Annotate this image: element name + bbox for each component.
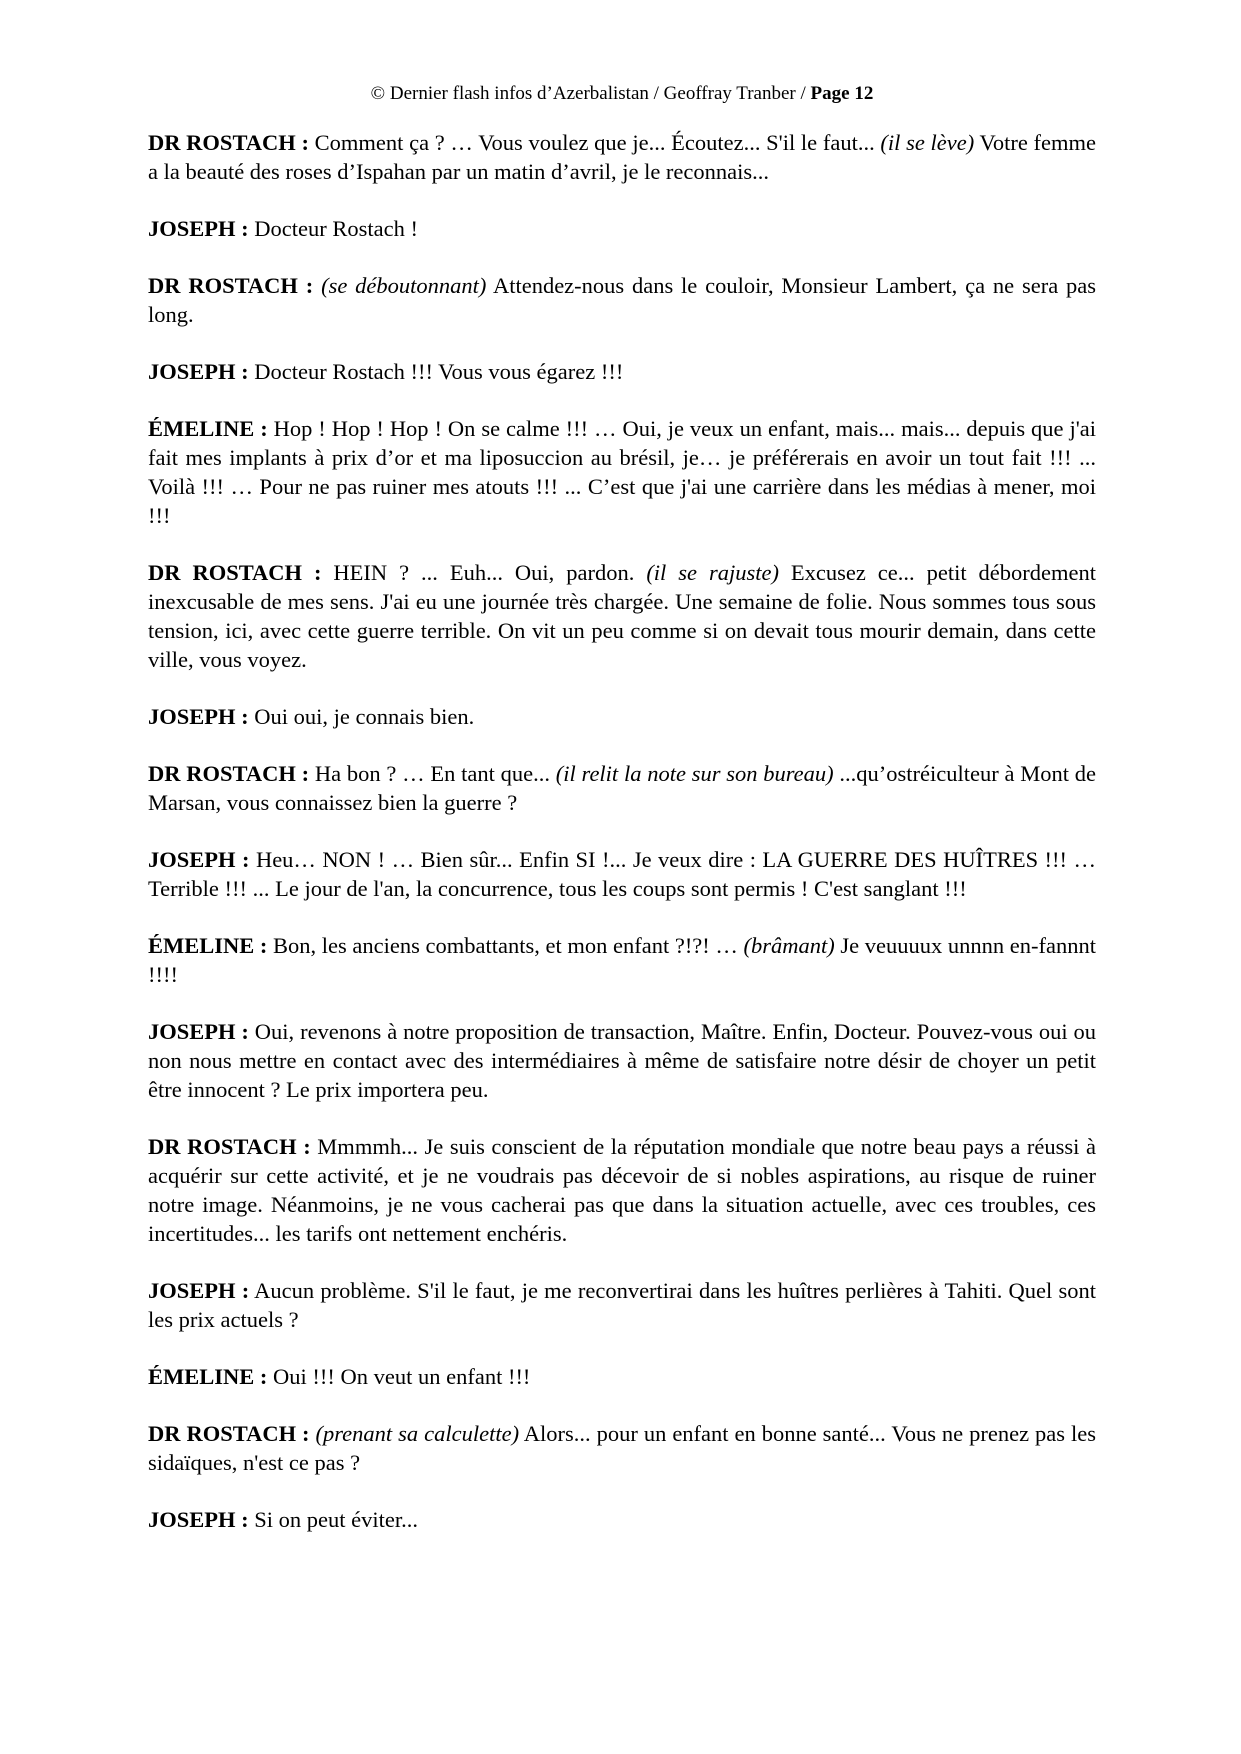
dialogue-line: [148, 1505, 1096, 1534]
dialogue-line: [148, 1132, 1096, 1248]
dialogue-text: [313, 273, 321, 298]
dialogue-line: [148, 931, 1096, 989]
dialogue-line: [148, 128, 1096, 186]
stage-direction: (brâmant): [743, 933, 835, 958]
speaker-name: DR ROSTACH :: [148, 1421, 310, 1446]
speaker-name: JOSEPH :: [148, 1019, 249, 1044]
speaker-name: JOSEPH :: [148, 1278, 250, 1303]
speaker-name: ÉMELINE :: [148, 416, 268, 441]
dialogue-text: Docteur Rostach !: [248, 216, 418, 241]
page-header: [148, 82, 1096, 106]
dialogue-line: [148, 1419, 1096, 1477]
speaker-name: DR ROSTACH :: [148, 560, 322, 585]
dialogue-text: Oui, revenons à notre proposition de transaction, Maître. Enfin, Docteur. Pouvez-vous oui ou non nous mettre en contact avec des intermédiaires à même de satisfaire notre désir de choyer un petit être innocent ? Le prix importera peu.: [148, 1019, 1096, 1102]
dialogue-text: Bon, les anciens combattants, et mon enfant ?!?! …: [267, 933, 744, 958]
speaker-name: ÉMELINE :: [148, 1364, 268, 1389]
dialogue-line: [148, 357, 1096, 386]
dialogue-text: Excusez ce... petit débordement inexcusable de mes sens. J'ai eu une journée très chargée. Une semaine de folie. Nous sommes tous sous tension, ici, avec cette guerre terrible. On vit un peu comme si on devait tous mourir demain, dans cette ville, vous voyez.: [148, 560, 1096, 672]
speaker-name: JOSEPH :: [148, 359, 249, 384]
speaker-name: DR ROSTACH :: [148, 761, 310, 786]
dialogue-line: [148, 414, 1096, 530]
dialogue-line: [148, 1276, 1096, 1334]
stage-direction: (il se lève): [880, 130, 975, 155]
speaker-name: JOSEPH :: [148, 216, 249, 241]
speaker-name: JOSEPH :: [148, 847, 250, 872]
dialogue-text: Ha bon ? … En tant que...: [309, 761, 556, 786]
stage-direction: (se déboutonnant): [321, 273, 487, 298]
dialogue-text: Oui oui, je connais bien.: [248, 704, 475, 729]
dialogue-body: [148, 128, 1096, 1534]
dialogue-text: Mmmmh... Je suis conscient de la réputation mondiale que notre beau pays a réussi à acquérir sur cette activité, et je ne voudrais pas décevoir de si nobles aspirations, au risque de ruiner notre image. Néanmoins, je ne vous cacherai pas que dans la situation actuelle, avec ces troubles, ces incertitudes... les tarifs ont nettement enchéris.: [148, 1134, 1096, 1246]
header-text: © Dernier flash infos d’Azerbalistan / Geoffray Tranber /: [370, 83, 811, 104]
dialogue-line: [148, 759, 1096, 817]
speaker-name: JOSEPH :: [148, 1507, 249, 1532]
stage-direction: (il se rajuste): [646, 560, 779, 585]
dialogue-text: Je veuuuux unnnn en-fannnt !!!!: [148, 933, 1096, 987]
dialogue-line: [148, 1362, 1096, 1391]
dialogue-text: HEIN ? ... Euh... Oui, pardon.: [321, 560, 647, 585]
dialogue-text: Si on peut éviter...: [248, 1507, 418, 1532]
dialogue-text: Votre femme a la beauté des roses d’Ispahan par un matin d’avril, je le reconnais...: [148, 130, 1096, 184]
dialogue-line: [148, 845, 1096, 903]
dialogue-text: Heu… NON ! … Bien sûr... Enfin SI !... Je veux dire : LA GUERRE DES HUÎTRES !!! … Terrible !!! ... Le jour de l'an, la concurrence, tous les coups sont permis ! C'est sanglant !!!: [148, 847, 1096, 901]
speaker-name: ÉMELINE :: [148, 933, 268, 958]
dialogue-text: Attendez-nous dans le couloir, Monsieur Lambert, ça ne sera pas long.: [148, 273, 1097, 327]
dialogue-line: [148, 558, 1096, 674]
dialogue-line: [148, 1017, 1096, 1104]
speaker-name: DR ROSTACH :: [148, 273, 314, 298]
dialogue-text: ...qu’ostréiculteur à Mont de Marsan, vous connaissez bien la guerre ?: [148, 761, 1096, 815]
dialogue-line: [148, 271, 1096, 329]
document-page: [148, 82, 1096, 1562]
dialogue-text: Alors... pour un enfant en bonne santé... Vous ne prenez pas les sidaïques, n'est ce pas ?: [148, 1421, 1097, 1475]
dialogue-text: Hop ! Hop ! Hop ! On se calme !!! … Oui, je veux un enfant, mais... mais... depuis que j'ai fait mes implants à prix d’or et ma liposuccion au brésil, je… je préférerais en avoir un tout fait !!! ... Voilà !!! … Pour ne pas ruiner mes atouts !!! ... C’est que j'ai une carrière dans les médias à mener, moi !!!: [148, 416, 1096, 528]
stage-direction: (prenant sa calculette): [315, 1421, 520, 1446]
speaker-name: DR ROSTACH :: [148, 1134, 311, 1159]
dialogue-text: Oui !!! On veut un enfant !!!: [267, 1364, 531, 1389]
speaker-name: DR ROSTACH :: [148, 130, 309, 155]
page-number: Page 12: [810, 83, 874, 104]
dialogue-line: [148, 702, 1096, 731]
stage-direction: (il relit la note sur son bureau): [555, 761, 834, 786]
dialogue-text: Comment ça ? … Vous voulez que je... Écoutez... S'il le faut...: [308, 130, 881, 155]
speaker-name: JOSEPH :: [148, 704, 249, 729]
dialogue-text: Aucun problème. S'il le faut, je me reconvertirai dans les huîtres perlières à Tahiti. Quel sont les prix actuels ?: [148, 1278, 1096, 1332]
dialogue-text: Docteur Rostach !!! Vous vous égarez !!!: [248, 359, 624, 384]
dialogue-line: [148, 214, 1096, 243]
